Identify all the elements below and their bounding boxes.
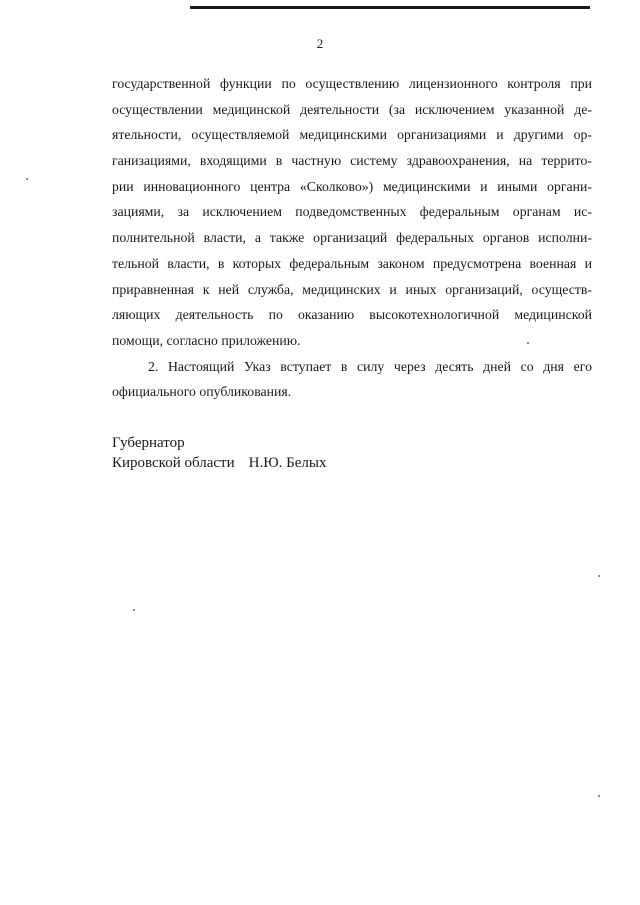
top-rule xyxy=(190,6,590,9)
scan-speck xyxy=(26,178,28,180)
scan-speck xyxy=(527,342,529,344)
scan-speck xyxy=(598,795,600,797)
paragraph-1-line: полнительной власти, а также организаций федеральных органов исполни- xyxy=(112,230,592,246)
paragraph-1-last-line: помощи, согласно приложению. xyxy=(112,332,301,348)
scan-speck xyxy=(133,609,135,611)
scan-speck xyxy=(598,575,600,577)
document-body xyxy=(112,71,592,405)
paragraph-2-last-line: официального опубликования. xyxy=(112,384,292,400)
signatory-region: Кировской области xyxy=(112,455,235,471)
signatory-name: Н.Ю. Белых xyxy=(248,455,327,471)
paragraph-1-line: ганизациями, входящими в частную систему здравоохранения, на террито- xyxy=(112,153,592,169)
paragraph-1-line: зациями, за исключением подведомственных федеральным органам ис- xyxy=(112,204,592,220)
paragraph-2-line: 2. Настоящий Указ вступает в силу через десять дней со дня его xyxy=(148,358,592,374)
paragraph-1-line: рии инновационного центра «Сколково») медицинскими и иными органи- xyxy=(112,178,592,194)
signatory-title-line-2 xyxy=(112,453,512,473)
paragraph-1-line: ляющих деятельность по оказанию высокотехнологичной медицинской xyxy=(112,307,592,323)
paragraph-1-line: приравненная к ней служба, медицинских и иных организаций, осуществ- xyxy=(112,281,592,297)
paragraph-1-line: тельной власти, в которых федеральным законом предусмотрена военная и xyxy=(112,255,592,271)
paragraph-1-line: ятельности, осуществляемой медицинскими организациями и другими ор- xyxy=(112,127,592,143)
signatory-title-line-1: Губернатор xyxy=(112,435,185,451)
signature-block xyxy=(112,433,512,473)
paragraph-1-line: государственной функции по осуществлению лицензионного контроля при xyxy=(112,76,592,91)
paragraph-1-line: осуществлении медицинской деятельности (за исключением указанной де- xyxy=(112,101,592,117)
page-number: 2 xyxy=(316,36,324,51)
